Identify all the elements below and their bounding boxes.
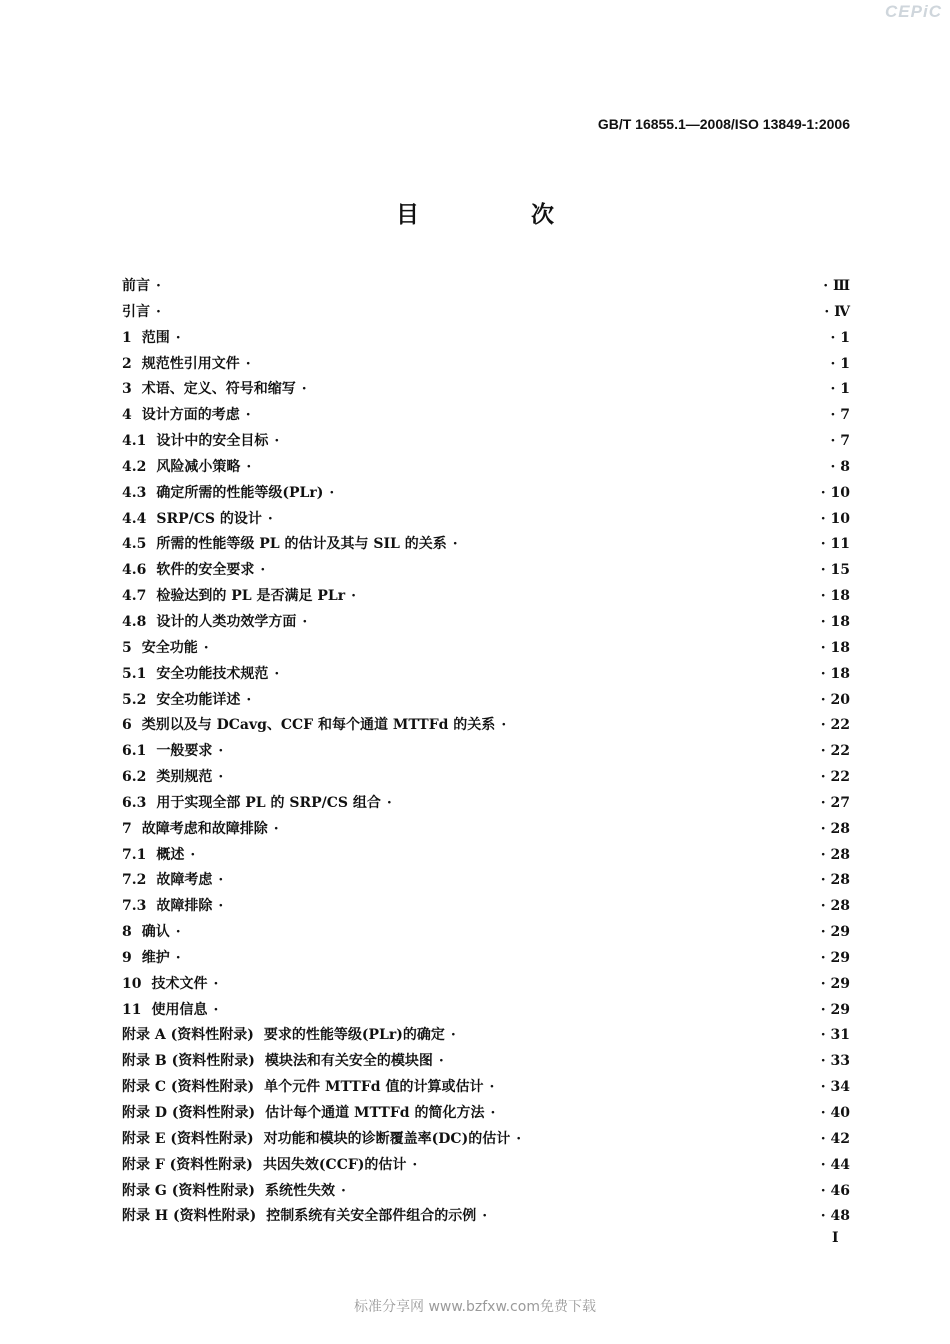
toc-entry[interactable] bbox=[122, 429, 850, 455]
toc-entry-text: 前言 · bbox=[122, 278, 161, 294]
toc-entry-number: 附录 C (资料性附录) bbox=[122, 1079, 255, 1096]
toc-entry-text: 4.2 风险减小策略 · bbox=[122, 455, 251, 481]
toc-entry-title: 安全功能详述 bbox=[156, 691, 241, 708]
toc-entry[interactable] bbox=[122, 1153, 850, 1179]
toc-entry-text: 1 范围 · bbox=[122, 326, 181, 352]
toc-entry[interactable] bbox=[122, 1204, 850, 1230]
toc-entry-title: 使用信息 bbox=[151, 1001, 208, 1018]
toc-entry-title: 风险减小策略 bbox=[156, 458, 241, 475]
toc-entry-title: 检验达到的 PL 是否满足 PLr bbox=[156, 588, 346, 605]
toc-entry-text: 11 使用信息 · bbox=[122, 998, 218, 1024]
toc-entry[interactable] bbox=[122, 1127, 850, 1153]
toc-entry-title: 故障考虑 bbox=[156, 872, 213, 889]
toc-entry-page: · 28 bbox=[821, 817, 850, 843]
toc-entry-text: 7 故障考虑和故障排除 · bbox=[122, 817, 279, 843]
toc-entry-number: 4.4 bbox=[122, 510, 147, 527]
toc-entry-title: 故障考虑和故障排除 bbox=[141, 820, 268, 837]
toc-entry-title: 设计方面的考虑 bbox=[141, 407, 240, 424]
toc-entry-number: 7 bbox=[122, 820, 132, 837]
toc-entry-number: 6 bbox=[122, 717, 132, 734]
toc-entry-text: 引言 · bbox=[122, 303, 161, 320]
toc-entry[interactable] bbox=[122, 636, 850, 662]
toc-entry-text: 附录 D (资料性附录) 估计每个通道 MTTFd 的简化方法 · bbox=[122, 1101, 495, 1127]
toc-entry-title: 模块法和有关安全的模块图 bbox=[264, 1053, 433, 1070]
toc-entry-page: · 29 bbox=[821, 920, 850, 946]
toc-entry-page: · 1 bbox=[831, 352, 851, 378]
toc-entry-number: 4.1 bbox=[122, 433, 147, 450]
toc-entry[interactable] bbox=[122, 1179, 850, 1205]
toc-entry-title: 要求的性能等级(PLr)的确定 bbox=[263, 1027, 445, 1044]
toc-entry-number: 3 bbox=[122, 381, 132, 398]
toc-entry[interactable] bbox=[122, 584, 850, 610]
toc-entry[interactable] bbox=[122, 713, 850, 739]
toc-entry[interactable] bbox=[122, 558, 850, 584]
toc-entry-title: 对功能和模块的诊断覆盖率(DC)的估计 bbox=[263, 1130, 511, 1147]
toc-entry-number: 附录 G (资料性附录) bbox=[122, 1182, 255, 1199]
toc-entry-title: SRP/CS 的设计 bbox=[156, 510, 262, 527]
toc-entry[interactable] bbox=[122, 894, 850, 920]
toc-entry-text: 3 术语、定义、符号和缩写 · bbox=[122, 377, 307, 403]
toc-entry-text: 附录 H (资料性附录) 控制系统有关安全部件组合的示例 · bbox=[122, 1204, 487, 1230]
toc-entry-title: 术语、定义、符号和缩写 bbox=[141, 381, 296, 398]
toc-entry-text: 4.1 设计中的安全目标 · bbox=[122, 429, 279, 455]
toc-entry-number: 5.2 bbox=[122, 691, 147, 708]
toc-entry-page: · 15 bbox=[821, 558, 850, 584]
toc-entry-title: 安全功能技术规范 bbox=[156, 665, 269, 682]
toc-entry[interactable] bbox=[122, 377, 850, 403]
cepic-logo: CEPiC bbox=[885, 2, 942, 21]
toc-entry-title: 前言 bbox=[122, 278, 150, 294]
toc-entry-text: 4.7 检验达到的 PL 是否满足 PLr · bbox=[122, 584, 356, 610]
toc-entry-text: 附录 C (资料性附录) 单个元件 MTTFd 值的计算或估计 · bbox=[122, 1075, 494, 1101]
toc-entry-number: 9 bbox=[122, 949, 132, 966]
toc-entry-number: 4 bbox=[122, 407, 132, 424]
toc-entry-text: 附录 G (资料性附录) 系统性失效 · bbox=[122, 1179, 346, 1205]
toc-entry-title: 单个元件 MTTFd 值的计算或估计 bbox=[264, 1079, 484, 1096]
toc-entry-number: 10 bbox=[122, 975, 142, 992]
toc-entry-page: · 11 bbox=[821, 532, 850, 558]
toc-entry-title: 范围 bbox=[141, 329, 170, 346]
toc-entry-text: 5.1 安全功能技术规范 · bbox=[122, 662, 279, 688]
toc-entry-page: · 44 bbox=[821, 1153, 850, 1179]
toc-entry-page: · 1 bbox=[831, 377, 851, 403]
toc-entry-title: 引言 bbox=[122, 303, 150, 320]
toc-entry-text: 6.3 用于实现全部 PL 的 SRP/CS 组合 · bbox=[122, 791, 392, 817]
toc-entry-page: · 28 bbox=[821, 894, 850, 920]
toc-entry-text: 7.3 故障排除 · bbox=[122, 894, 223, 920]
toc-entry-title: 软件的安全要求 bbox=[156, 562, 255, 579]
toc-entry-number: 附录 D (资料性附录) bbox=[122, 1105, 256, 1121]
toc-entry-title: 安全功能 bbox=[141, 639, 198, 656]
toc-entry-page: · 48 bbox=[821, 1204, 850, 1230]
toc-entry[interactable] bbox=[122, 403, 850, 429]
toc-entry-page: · 28 bbox=[821, 843, 850, 869]
toc-entry-text: 4.4 SRP/CS 的设计 · bbox=[122, 507, 273, 533]
toc-entry[interactable] bbox=[122, 998, 850, 1024]
toc-entry[interactable] bbox=[122, 532, 850, 558]
toc-entry[interactable] bbox=[122, 946, 850, 972]
toc-entry-page: · 1 bbox=[831, 326, 851, 352]
toc-entry-page: · 33 bbox=[821, 1049, 850, 1075]
toc-entry-title: 技术文件 bbox=[151, 975, 208, 992]
toc-entry-title: 类别规范 bbox=[156, 769, 213, 786]
toc-entry-page: · 22 bbox=[821, 765, 850, 791]
toc-entry-page: · 34 bbox=[821, 1075, 850, 1101]
toc-entry-number: 附录 B (资料性附录) bbox=[122, 1053, 255, 1070]
toc-entry[interactable] bbox=[122, 765, 850, 791]
toc-entry-title: 类别以及与 DCavg、CCF 和每个通道 MTTFd 的关系 bbox=[141, 717, 496, 734]
toc-entry[interactable] bbox=[122, 868, 850, 894]
toc-entry-page: · 28 bbox=[821, 868, 850, 894]
toc-entry-page: · 8 bbox=[831, 455, 851, 481]
toc-entry[interactable] bbox=[122, 507, 850, 533]
toc-entry-title: 规范性引用文件 bbox=[141, 355, 240, 372]
toc-entry-page: · 20 bbox=[821, 688, 850, 714]
toc-entry-title: 维护 bbox=[141, 949, 170, 966]
toc-entry[interactable] bbox=[122, 274, 850, 300]
toc-entry[interactable] bbox=[122, 662, 850, 688]
toc-entry[interactable] bbox=[122, 791, 850, 817]
toc-entry-page: · Ⅳ bbox=[824, 300, 850, 326]
toc-entry-title: 确认 bbox=[141, 924, 170, 941]
toc-entry-text: 9 维护 · bbox=[122, 946, 181, 972]
page-number: I bbox=[832, 1230, 839, 1246]
toc-entry-text: 附录 A (资料性附录) 要求的性能等级(PLr)的确定 · bbox=[122, 1023, 456, 1049]
toc-entry-text: 6.2 类别规范 · bbox=[122, 765, 223, 791]
toc-entry-text: 4 设计方面的考虑 · bbox=[122, 403, 251, 429]
toc-entry-text: 附录 F (资料性附录) 共因失效(CCF)的估计 · bbox=[122, 1153, 417, 1179]
toc-entry-number: 4.7 bbox=[122, 588, 147, 605]
toc-entry-title: 概述 bbox=[156, 846, 185, 863]
toc-entry[interactable] bbox=[122, 300, 850, 326]
toc-entry-page: · 40 bbox=[821, 1101, 850, 1127]
toc-entry-text: 附录 B (资料性附录) 模块法和有关安全的模块图 · bbox=[122, 1049, 444, 1075]
toc-entry-text: 8 确认 · bbox=[122, 920, 181, 946]
toc-entry-number: 4.3 bbox=[122, 484, 147, 501]
toc-entry-page: · Ⅲ bbox=[823, 274, 850, 300]
toc-entry-text: 4.6 软件的安全要求 · bbox=[122, 558, 265, 584]
toc-entry-page: · 18 bbox=[821, 610, 850, 636]
toc-entry[interactable] bbox=[122, 739, 850, 765]
toc-entry-title: 用于实现全部 PL 的 SRP/CS 组合 bbox=[156, 794, 381, 811]
page-title: 目 次 bbox=[395, 202, 606, 228]
toc-entry-number: 4.5 bbox=[122, 536, 147, 553]
toc-entry[interactable] bbox=[122, 972, 850, 998]
toc-entry[interactable] bbox=[122, 481, 850, 507]
toc-entry-page: · 29 bbox=[821, 972, 850, 998]
toc-entry-number: 6.1 bbox=[122, 743, 147, 760]
standard-code: GB/T 16855.1—2008/ISO 13849-1:2006 bbox=[597, 116, 850, 132]
toc-entry[interactable] bbox=[122, 1023, 850, 1049]
toc-entry-number: 附录 F (资料性附录) bbox=[122, 1156, 253, 1173]
toc-entry-title: 确定所需的性能等级(PLr) bbox=[156, 484, 324, 501]
toc-entry-text: 附录 E (资料性附录) 对功能和模块的诊断覆盖率(DC)的估计 · bbox=[122, 1127, 521, 1153]
toc-entry[interactable] bbox=[122, 1049, 850, 1075]
toc-entry-text: 4.8 设计的人类功效学方面 · bbox=[122, 610, 307, 636]
toc-entry-title: 共因失效(CCF)的估计 bbox=[262, 1156, 407, 1173]
toc-entry-number: 7.1 bbox=[122, 846, 147, 863]
toc-entry-page: · 42 bbox=[821, 1127, 850, 1153]
toc-entry-page: · 10 bbox=[821, 481, 850, 507]
toc-entry-number: 7.2 bbox=[122, 872, 147, 889]
toc-entry-number: 1 bbox=[122, 329, 132, 346]
toc-entry-number: 8 bbox=[122, 924, 132, 941]
toc-entry-text: 5 安全功能 · bbox=[122, 636, 209, 662]
toc-entry-page: · 18 bbox=[821, 636, 850, 662]
toc-entry-title: 系统性失效 bbox=[264, 1182, 335, 1199]
toc-entry-page: · 29 bbox=[821, 946, 850, 972]
toc-entry[interactable] bbox=[122, 843, 850, 869]
toc-entry-text: 10 技术文件 · bbox=[122, 972, 218, 998]
toc-entry-text: 7.1 概述 · bbox=[122, 843, 195, 869]
toc-entry-text: 6 类别以及与 DCavg、CCF 和每个通道 MTTFd 的关系 · bbox=[122, 713, 506, 739]
toc-entry[interactable] bbox=[122, 352, 850, 378]
toc-entry-page: · 46 bbox=[821, 1179, 850, 1205]
toc-entry-title: 所需的性能等级 PL 的估计及其与 SIL 的关系 bbox=[156, 536, 447, 553]
toc-entry-page: · 31 bbox=[821, 1023, 850, 1049]
toc-entry-title: 控制系统有关安全部件组合的示例 bbox=[266, 1208, 477, 1225]
toc-entry[interactable] bbox=[122, 817, 850, 843]
toc-entry-number: 4.8 bbox=[122, 613, 147, 630]
toc-entry-page: · 18 bbox=[821, 584, 850, 610]
toc-entry-number: 7.3 bbox=[122, 898, 147, 915]
toc-entry-number: 4.6 bbox=[122, 562, 147, 579]
toc-entry-title: 设计的人类功效学方面 bbox=[156, 613, 297, 630]
toc-entry-text: 4.5 所需的性能等级 PL 的估计及其与 SIL 的关系 · bbox=[122, 532, 458, 558]
toc-entry-number: 附录 H (资料性附录) bbox=[122, 1208, 257, 1225]
toc-entry[interactable] bbox=[122, 1075, 850, 1101]
toc-entry-text: 7.2 故障考虑 · bbox=[122, 868, 223, 894]
toc-entry[interactable] bbox=[122, 688, 850, 714]
toc-entry-page: · 7 bbox=[831, 429, 851, 455]
toc-entry-text: 2 规范性引用文件 · bbox=[122, 352, 251, 378]
toc-entry-title: 设计中的安全目标 bbox=[156, 433, 269, 450]
toc-entry-number: 6.3 bbox=[122, 794, 147, 811]
toc-entry-number: 附录 A (资料性附录) bbox=[122, 1027, 254, 1044]
toc-entry-text: 4.3 确定所需的性能等级(PLr) · bbox=[122, 481, 334, 507]
toc-entry-page: · 22 bbox=[821, 713, 850, 739]
toc-entry-number: 5 bbox=[122, 639, 132, 656]
toc-entry-number: 5.1 bbox=[122, 665, 147, 682]
toc-entry[interactable] bbox=[122, 1101, 850, 1127]
toc-entry-page: · 27 bbox=[821, 791, 850, 817]
toc-entry[interactable] bbox=[122, 326, 850, 352]
toc-entry-text: 5.2 安全功能详述 · bbox=[122, 688, 251, 714]
toc-entry-text: 6.1 一般要求 · bbox=[122, 739, 223, 765]
toc-entry-page: · 10 bbox=[821, 507, 850, 533]
table-of-contents bbox=[122, 274, 850, 1230]
toc-entry-number: 6.2 bbox=[122, 769, 147, 786]
toc-entry-number: 2 bbox=[122, 355, 132, 372]
toc-entry[interactable] bbox=[122, 455, 850, 481]
toc-entry-title: 故障排除 bbox=[156, 898, 213, 915]
toc-entry-page: · 18 bbox=[821, 662, 850, 688]
toc-entry-title: 估计每个通道 MTTFd 的简化方法 bbox=[265, 1105, 485, 1121]
toc-entry[interactable] bbox=[122, 610, 850, 636]
toc-entry-number: 附录 E (资料性附录) bbox=[122, 1130, 254, 1147]
toc-entry-page: · 22 bbox=[821, 739, 850, 765]
footer-watermark: 标准分享网 www.bzfxw.com免费下载 bbox=[354, 1299, 596, 1315]
toc-entry-page: · 7 bbox=[831, 403, 851, 429]
toc-entry-number: 11 bbox=[122, 1001, 142, 1018]
toc-entry-title: 一般要求 bbox=[156, 743, 213, 760]
toc-entry-page: · 29 bbox=[821, 998, 850, 1024]
toc-entry[interactable] bbox=[122, 920, 850, 946]
toc-entry-number: 4.2 bbox=[122, 458, 147, 475]
